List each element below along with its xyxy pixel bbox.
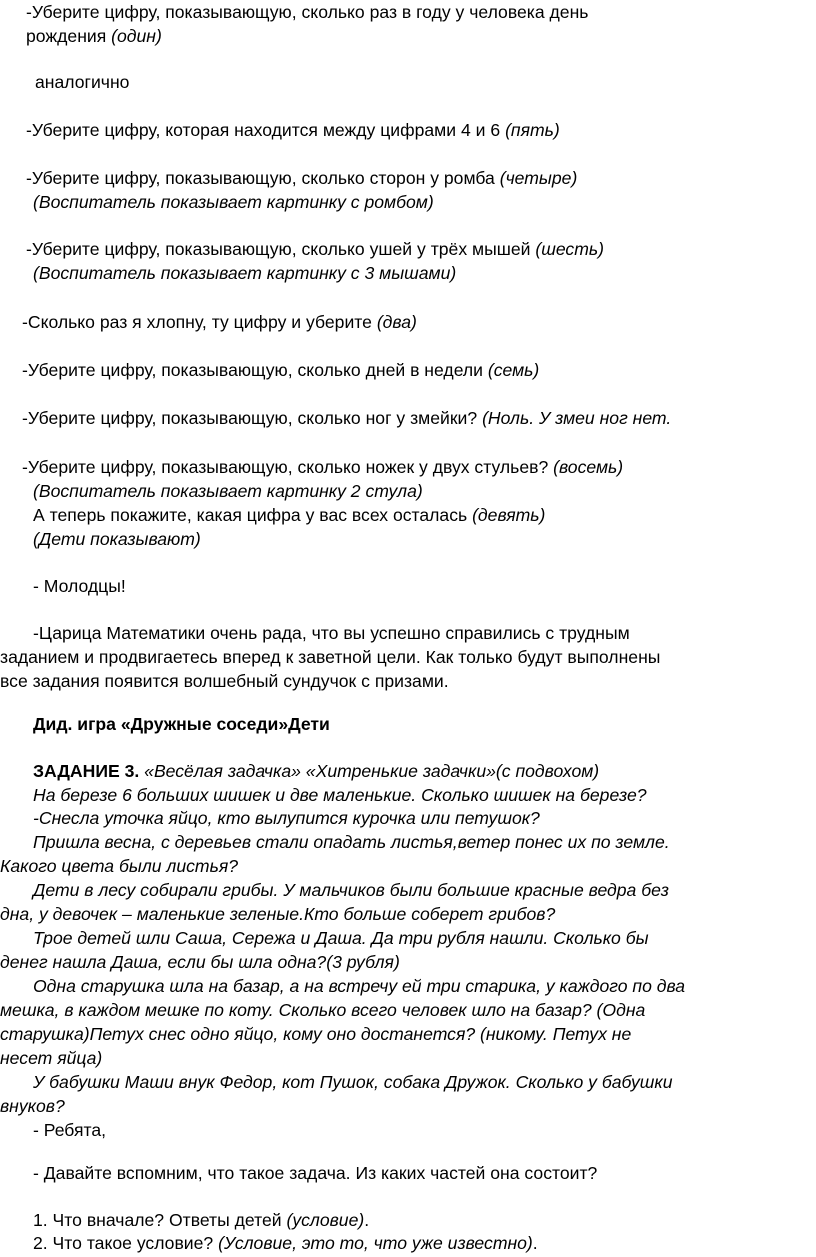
list-item: 1. Что вначале? Ответы детей (условие). (33, 1210, 370, 1230)
paragraph-line: Дети в лесу собирали грибы. У мальчиков были большие красные ведра без (33, 880, 669, 900)
paragraph-line: рождения (один) (26, 26, 162, 46)
paragraph-line: мешка, в каждом мешке по коту. Сколько всего человек шло на базар? (Одна (0, 1000, 646, 1020)
paragraph-line: Трое детей шли Саша, Сережа и Даша. Да три рубля нашли. Сколько бы (33, 928, 649, 948)
paragraph-line: -Уберите цифру, показывающую, сколько ножек у двух стульев? (восемь) (22, 457, 624, 477)
paragraph-line: несет яйца) (0, 1048, 103, 1068)
paragraph-line: Пришла весна, с деревьев стали опадать листья,ветер понес их по земле. (33, 832, 670, 852)
paragraph-line: На березе 6 больших шишек и две маленькие. Сколько шишек на березе? (33, 785, 647, 805)
paragraph-line: -Уберите цифру, показывающую, сколько сторон у ромба (четыре) (26, 168, 578, 188)
paragraph-line: У бабушки Маши внук Федор, кот Пушок, собака Дружок. Сколько у бабушки (33, 1072, 673, 1092)
paragraph-line: -Уберите цифру, показывающую, сколько раз в году у человека день (26, 2, 589, 22)
paragraph-line: (Воспитатель показывает картинку с ромбом) (33, 192, 434, 212)
paragraph-line: - Молодцы! (33, 576, 126, 596)
paragraph-line: -Царица Математики очень рада, что вы успешно справились с трудным (33, 623, 630, 643)
paragraph-line: -Уберите цифру, показывающую, сколько дней в недели (семь) (22, 360, 540, 380)
paragraph-line: все задания появится волшебный сундучок с призами. (0, 671, 449, 691)
paragraph-line: - Ребята, (33, 1120, 107, 1140)
paragraph-line: - Давайте вспомним, что такое задача. Из каких частей она состоит? (33, 1163, 598, 1183)
paragraph-line: -Уберите цифру, которая находится между цифрами 4 и 6 (пять) (26, 120, 560, 140)
paragraph-line: заданием и продвигаетесь вперед к заветной цели. Как только будут выполнены (0, 647, 661, 667)
paragraph-line: Одна старушка шла на базар, а на встречу ей три старика, у каждого по два (33, 976, 686, 996)
paragraph-line: -Уберите цифру, показывающую, сколько ушей у трёх мышей (шесть) (26, 239, 604, 259)
paragraph-line: Какого цвета были листья? (0, 856, 239, 876)
paragraph-line: (Воспитатель показывает картинку 2 стула) (33, 481, 423, 501)
paragraph-line: А теперь покажите, какая цифра у вас всех осталась (девять) (33, 505, 546, 525)
paragraph-line: -Сколько раз я хлопну, ту цифру и уберите (два) (22, 312, 417, 332)
paragraph-line: (Воспитатель показывает картинку с 3 мышами) (33, 263, 457, 283)
section-heading: Дид. игра «Дружные соседи»Дети (33, 714, 330, 734)
paragraph-line: старушка)Петух снес одно яйцо, кому оно достанется? (никому. Петух не (0, 1024, 632, 1044)
task-title: ЗАДАНИЕ 3. «Весёлая задачка» «Хитренькие задачки»(с подвохом) (33, 761, 600, 781)
paragraph-line: аналогично (35, 72, 130, 92)
paragraph-line: внуков? (0, 1096, 65, 1116)
paragraph-line: -Снесла уточка яйцо, кто вылупится курочка или петушок? (33, 808, 540, 828)
paragraph-line: дна, у девочек – маленькие зеленые.Кто больше соберет грибов? (0, 904, 556, 924)
paragraph-line: -Уберите цифру, показывающую, сколько ног у змейки? (Ноль. У змеи ног нет. (22, 408, 672, 428)
paragraph-line: (Дети показывают) (33, 529, 201, 549)
paragraph-line: денег нашла Даша, если бы шла одна?(3 рубля) (0, 952, 400, 972)
list-item: 2. Что такое условие? (Условие, это то, что уже известно). (33, 1233, 538, 1253)
